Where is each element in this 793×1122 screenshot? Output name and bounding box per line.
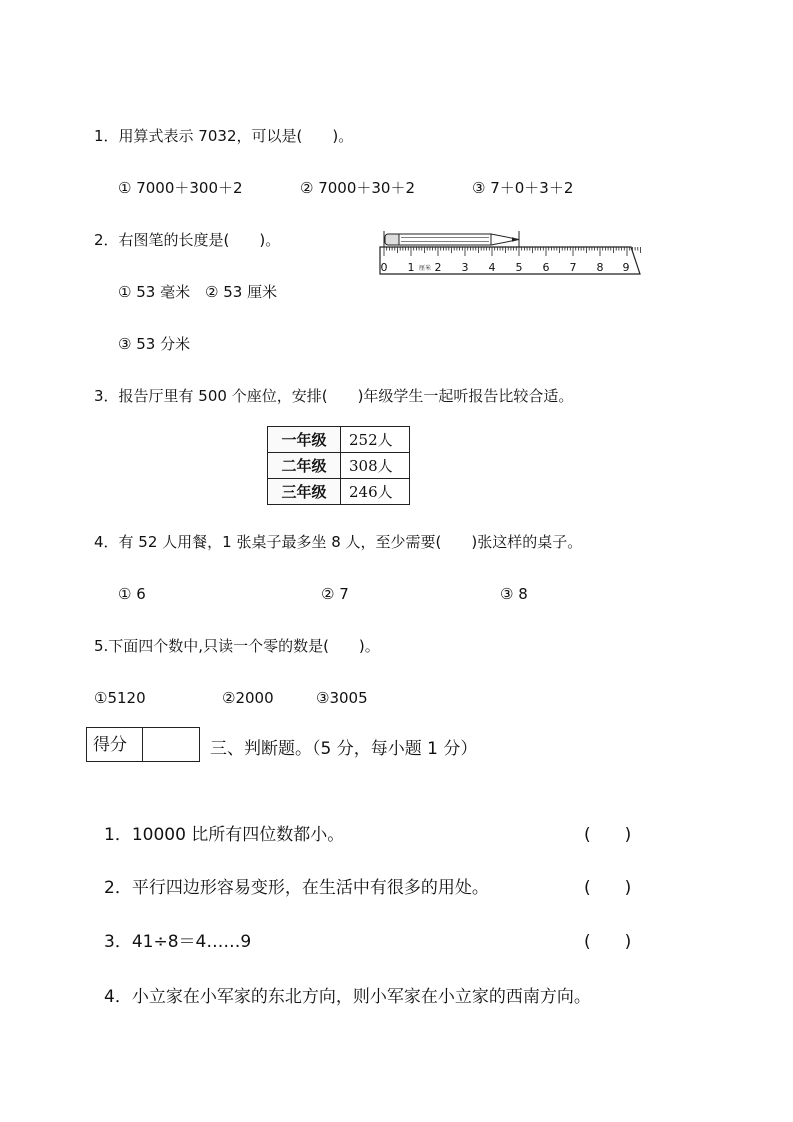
q1-option-3: ③ 7＋0＋3＋2 xyxy=(472,179,574,197)
q5-option-3: ③3005 xyxy=(316,689,368,707)
count-cell: 308人 xyxy=(341,453,410,479)
q1-option-1: ① 7000＋300＋2 xyxy=(118,179,243,197)
grade-cell: 三年级 xyxy=(268,479,341,505)
ruler-label-0: 0 xyxy=(380,261,388,274)
score-label: 得分 xyxy=(87,728,143,761)
count-cell: 252人 xyxy=(341,427,410,453)
ruler-label-2: 2 xyxy=(434,261,442,274)
table-row xyxy=(268,453,410,479)
ruler-label-8: 8 xyxy=(596,261,604,274)
ruler-label-9: 9 xyxy=(622,261,630,274)
q4-option-2: ② 7 xyxy=(321,585,349,603)
answer-bracket[interactable]: ( ) xyxy=(584,932,632,952)
q4-stem: 4．有 52 人用餐，1 张桌子最多坐 8 人，至少需要( )张这样的桌子。 xyxy=(94,533,583,551)
q2-option-2: ② 53 厘米 xyxy=(205,283,278,301)
answer-bracket[interactable]: ( ) xyxy=(584,825,632,845)
grade-cell: 一年级 xyxy=(268,427,341,453)
q2-option-1: ① 53 毫米 xyxy=(118,283,191,301)
grade-cell: 二年级 xyxy=(268,453,341,479)
ruler-label-6: 6 xyxy=(542,261,550,274)
judge-item-4: 4．小立家在小军家的东北方向，则小军家在小立家的西南方向。 xyxy=(104,987,591,1007)
judge-item-2: 2．平行四边形容易变形，在生活中有很多的用处。 xyxy=(104,878,489,898)
pencil-icon xyxy=(385,234,519,245)
table-row xyxy=(268,479,410,505)
answer-bracket[interactable]: ( ) xyxy=(584,878,632,898)
ruler-label-1: 1 xyxy=(407,261,415,274)
ruler-label-7: 7 xyxy=(569,261,577,274)
count-cell: 246人 xyxy=(341,479,410,505)
q2-option-3: ③ 53 分米 xyxy=(118,335,191,353)
q3-stem: 3．报告厅里有 500 个座位，安排( )年级学生一起听报告比较合适。 xyxy=(94,387,574,405)
ruler-unit: 厘米 xyxy=(418,265,432,272)
score-field[interactable] xyxy=(143,728,199,761)
table-row xyxy=(268,427,410,453)
q5-stem: 5.下面四个数中,只读一个零的数是( )。 xyxy=(94,637,380,655)
ruler-label-3: 3 xyxy=(461,261,469,274)
q4-option-1: ① 6 xyxy=(118,585,146,603)
q5-option-2: ②2000 xyxy=(222,689,274,707)
score-box xyxy=(86,727,200,762)
pencil-ruler-figure xyxy=(379,229,641,277)
grade-table xyxy=(267,426,410,505)
q4-option-3: ③ 8 xyxy=(500,585,528,603)
q2-stem: 2．右图笔的长度是( )。 xyxy=(94,231,281,249)
judge-item-1: 1．10000 比所有四位数都小。 xyxy=(104,825,345,845)
q1-option-2: ② 7000＋30＋2 xyxy=(300,179,416,197)
ruler-label-4: 4 xyxy=(488,261,496,274)
judge-item-3: 3．41÷8＝4……9 xyxy=(104,932,252,952)
section-title: 三、判断题。（5 分，每小题 1 分） xyxy=(210,739,478,759)
q5-option-1: ①5120 xyxy=(94,689,146,707)
ruler-label-5: 5 xyxy=(515,261,523,274)
q1-stem: 1．用算式表示 7032，可以是( )。 xyxy=(94,127,354,145)
